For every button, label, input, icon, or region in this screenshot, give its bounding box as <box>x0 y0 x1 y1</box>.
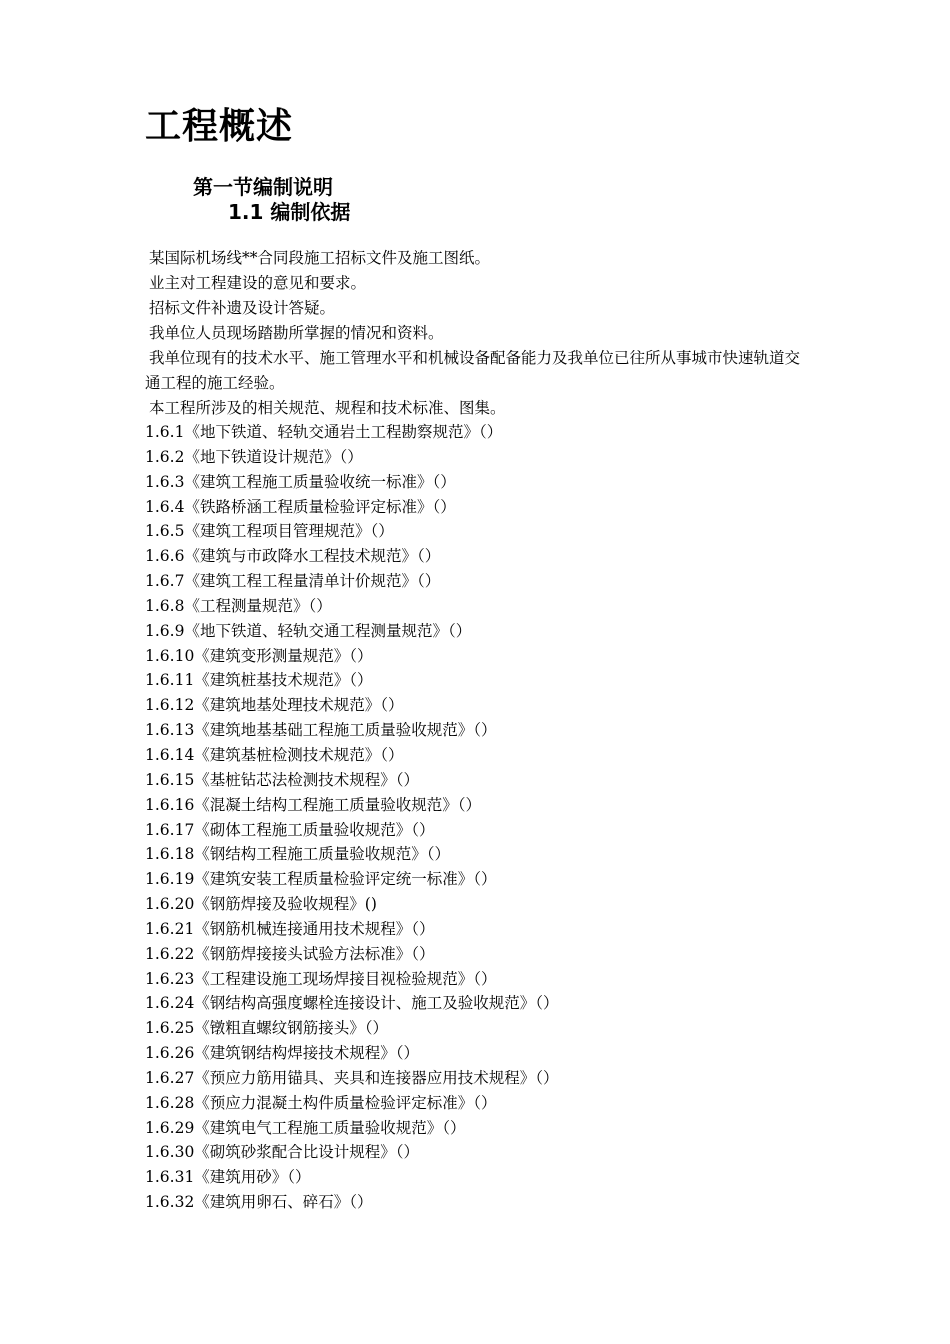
standard-item: 1.6.10《建筑变形测量规范》（） <box>145 646 373 665</box>
standard-item: 1.6.11《建筑桩基技术规范》（） <box>145 671 373 690</box>
standard-item: 1.6.30《砌筑砂浆配合比设计规程》（） <box>145 1143 420 1162</box>
standard-item: 1.6.15《基桩钻芯法检测技术规程》（） <box>145 770 420 789</box>
standard-item: 1.6.17《砌体工程施工质量验收规范》（） <box>145 820 435 839</box>
standard-item: 1.6.8《工程测量规范》（） <box>145 596 332 615</box>
standard-item: 1.6.5《建筑工程项目管理规范》（） <box>145 522 394 541</box>
basis-item: 本工程所涉及的相关规范、规程和技术标准、图集。 <box>149 399 506 417</box>
standard-item: 1.6.3《建筑工程施工质量验收统一标准》（） <box>145 472 456 491</box>
standard-item: 1.6.25《镦粗直螺纹钢筋接头》（） <box>145 1019 389 1038</box>
standard-item: 1.6.16《混凝土结构工程施工质量验收规范》（） <box>145 795 482 814</box>
basis-item: 招标文件补遗及设计答疑。 <box>149 299 336 317</box>
basis-item: 我单位现有的技术水平、施工管理水平和机械设备配备能力及我单位已往所从事城市快速轨道交通工程的施工经验。 <box>145 349 801 392</box>
standard-item: 1.6.21《钢筋机械连接通用技术规程》（） <box>145 919 435 938</box>
standard-item: 1.6.24《钢结构高强度螺栓连接设计、施工及验收规范》（） <box>145 994 559 1013</box>
standard-item: 1.6.26《建筑钢结构焊接技术规程》（） <box>145 1044 420 1063</box>
standard-item: 1.6.28《预应力混凝土构件质量检验评定标准》（） <box>145 1093 497 1112</box>
basis-item: 业主对工程建设的意见和要求。 <box>149 274 367 292</box>
standard-item: 1.6.27《预应力筋用锚具、夹具和连接器应用技术规程》（） <box>145 1068 559 1087</box>
standard-item: 1.6.22《钢筋焊接接头试验方法标准》（） <box>145 944 435 963</box>
standard-item: 1.6.32《建筑用卵石、碎石》（） <box>145 1193 373 1212</box>
standard-item: 1.6.18《钢结构工程施工质量验收规范》（） <box>145 845 451 864</box>
standard-item: 1.6.19《建筑安装工程质量检验评定统一标准》（） <box>145 870 497 889</box>
section-heading: 第一节编制说明 <box>193 175 333 199</box>
standard-item: 1.6.2《地下铁道设计规范》（） <box>145 447 363 466</box>
standard-item: 1.6.4《铁路桥涵工程质量检验评定标准》（） <box>145 497 456 516</box>
standard-item: 1.6.13《建筑地基基础工程施工质量验收规范》（） <box>145 721 497 740</box>
standard-item: 1.6.9《地下铁道、轻轨交通工程测量规范》（） <box>145 621 472 640</box>
standard-item: 1.6.12《建筑地基处理技术规范》（） <box>145 696 404 715</box>
basis-item: 我单位人员现场踏勘所掌握的情况和资料。 <box>149 324 444 342</box>
standard-item: 1.6.31《建筑用砂》（） <box>145 1168 311 1187</box>
basis-item: 某国际机场线**合同段施工招标文件及施工图纸。 <box>149 249 491 267</box>
standards-list <box>145 420 815 1215</box>
standard-item: 1.6.29《建筑电气工程施工质量验收规范》（） <box>145 1118 466 1137</box>
standard-item: 1.6.23《工程建设施工现场焊接目视检验规范》（） <box>145 969 497 988</box>
basis-list <box>145 246 815 421</box>
standard-item: 1.6.1《地下铁道、轻轨交通岩土工程勘察规范》（） <box>145 423 503 441</box>
document-title: 工程概述 <box>145 106 294 147</box>
subsection-heading: 1.1 编制依据 <box>228 200 351 224</box>
standard-item: 1.6.7《建筑工程工程量清单计价规范》（） <box>145 572 441 591</box>
standard-item: 1.6.20《钢筋焊接及验收规程》() <box>145 895 377 914</box>
standard-item: 1.6.6《建筑与市政降水工程技术规范》（） <box>145 547 441 566</box>
standard-item: 1.6.14《建筑基桩检测技术规范》（） <box>145 745 404 764</box>
